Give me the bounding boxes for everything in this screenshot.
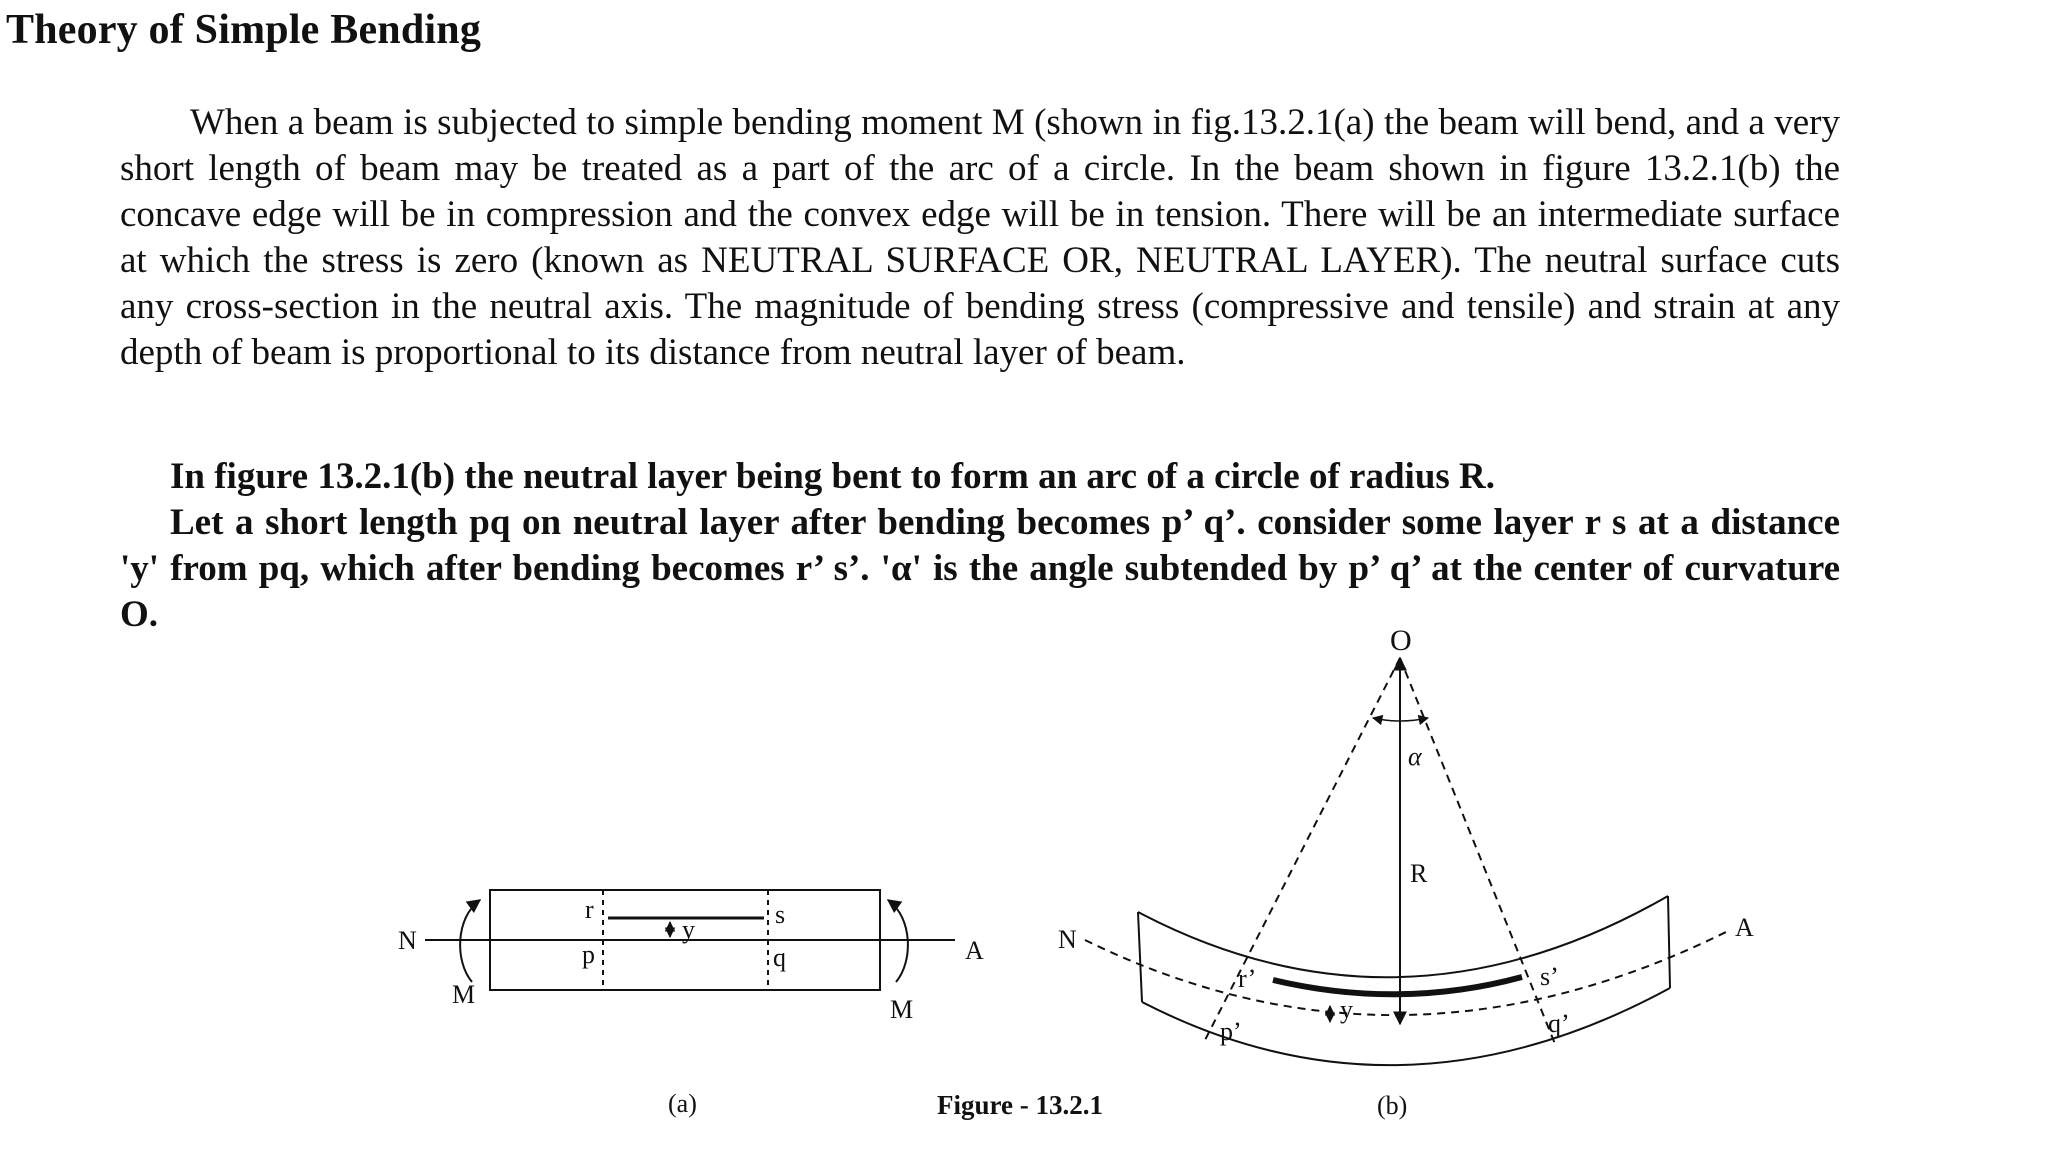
section-title: Theory of Simple Bending <box>6 7 482 53</box>
neutral-layer-arc <box>1085 930 1730 1015</box>
label-b-q-prime: q’ <box>1548 1009 1570 1038</box>
label-b-alpha: α <box>1408 742 1422 771</box>
paragraph-2-line-2: Let a short length pq on neutral layer after bending becomes p’ q’. consider some layer r s at a distance 'y' from pq, which after bending becomes r’ s’. 'α' is the angle subtended by p’ q’ at the center of curvature O. <box>120 502 1840 635</box>
paragraph-2-line-1: In figure 13.2.1(b) the neutral layer being bent to form an arc of a circle of radius R. <box>170 456 1496 497</box>
label-b-O: O <box>1390 624 1412 657</box>
label-a-s: s <box>775 900 786 929</box>
beam-top-edge <box>1138 896 1668 977</box>
label-a-M-right: M <box>890 995 914 1024</box>
beam-right-end <box>1668 896 1670 988</box>
subcaption-a: (a) <box>668 1089 697 1118</box>
label-b-N: N <box>1058 925 1077 954</box>
label-b-s-prime: s’ <box>1540 962 1559 991</box>
label-b-A: A <box>1735 913 1754 942</box>
paragraph-neutral-surface: When a beam is subjected to simple bending moment M (shown in fig.13.2.1(a) the beam will bend, and a very short length of beam may be treated as a part of the arc of a circle. In the beam shown in figure 13.2.1(b) the concave edge will be in compression and the convex edge will be in tension. There will be an intermediate surface at which the stress is zero (known as NEUTRAL SURFACE OR, NEUTRAL LAYER). The neutral surface cuts any cross-section in the neutral axis. The magnitude of bending stress (compressive and tensile) and strain at any depth of beam is proportional to its distance from neutral layer of beam. <box>120 102 1840 373</box>
figure-caption: Figure - 13.2.1 <box>937 1090 1103 1120</box>
label-a-y: y <box>682 915 695 944</box>
label-a-N: N <box>398 926 417 955</box>
label-b-R: R <box>1410 859 1428 888</box>
label-b-y: y <box>1340 995 1353 1024</box>
label-a-q: q <box>773 943 786 972</box>
figure-b-bent-beam <box>1085 658 1730 1065</box>
figure-13-2-1 <box>0 600 2048 1152</box>
label-a-p: p <box>582 940 595 969</box>
label-b-p-prime: p’ <box>1220 1017 1242 1046</box>
layer-r-prime-s-prime <box>1273 977 1522 994</box>
label-a-r: r <box>585 895 594 924</box>
label-a-A: A <box>965 936 984 965</box>
subcaption-b: (b) <box>1377 1091 1408 1120</box>
label-a-M-left: M <box>452 980 476 1009</box>
label-b-r-prime: r’ <box>1238 964 1257 993</box>
beam-left-end <box>1138 912 1142 1002</box>
